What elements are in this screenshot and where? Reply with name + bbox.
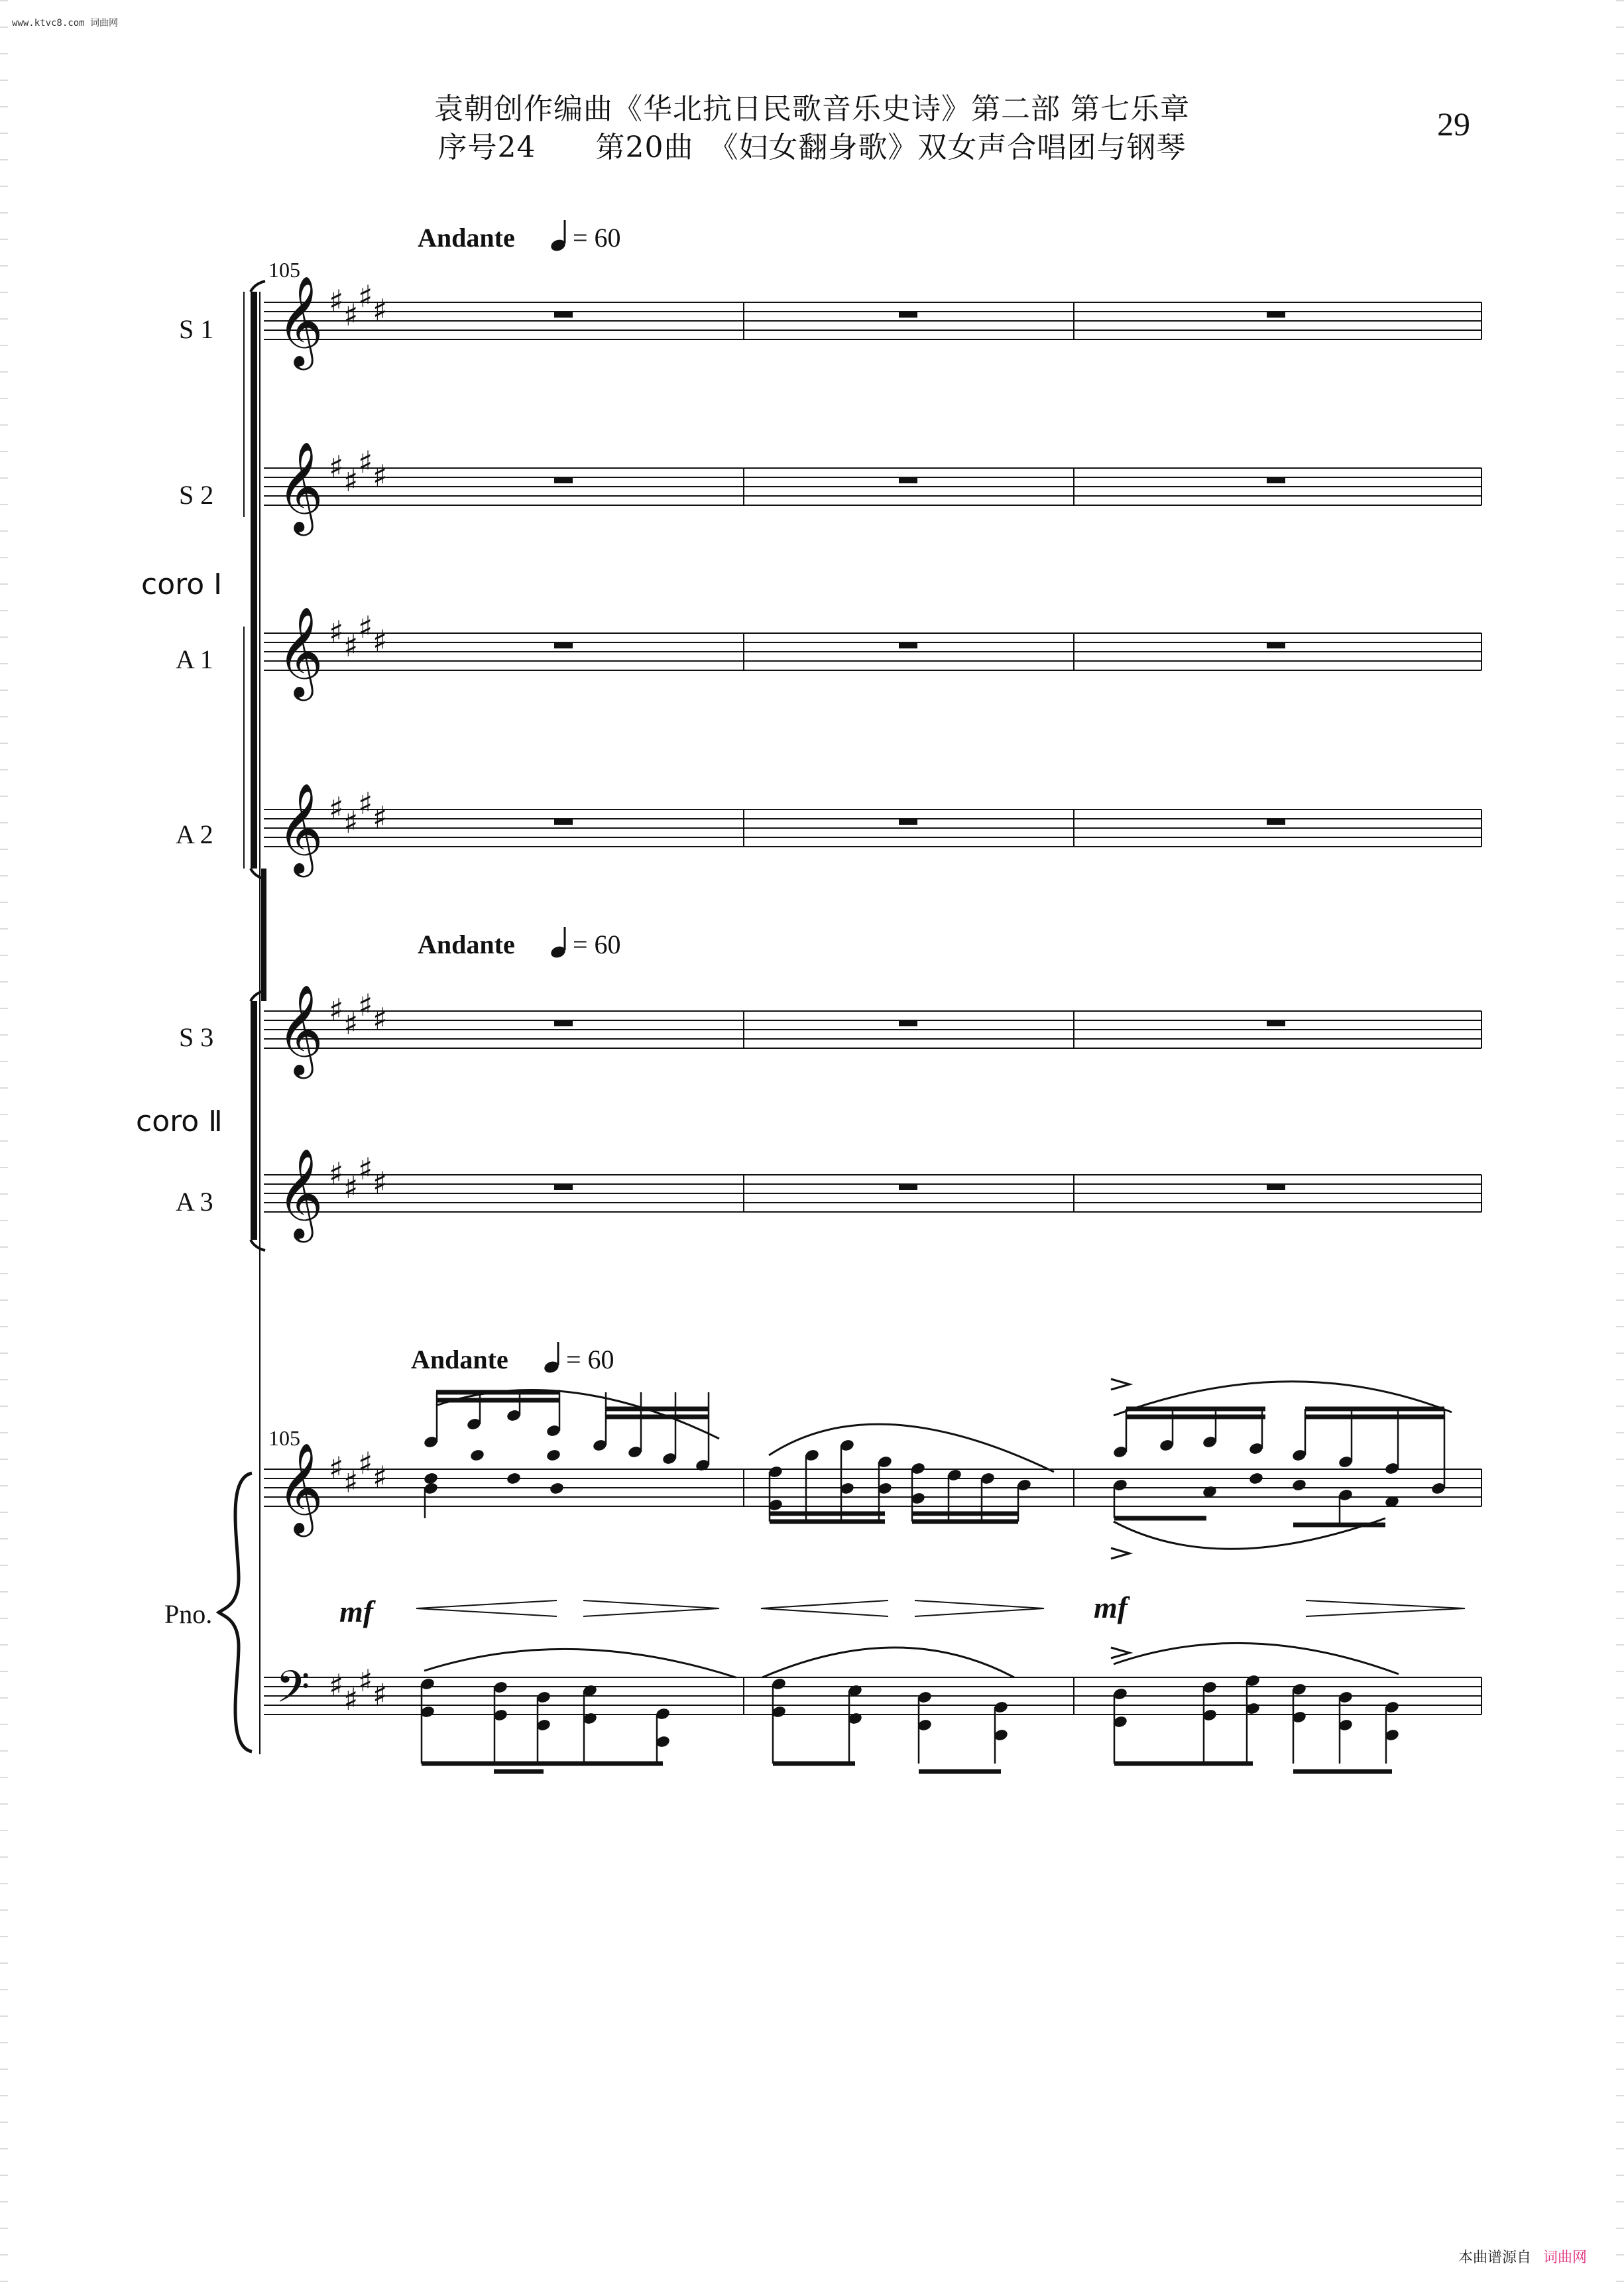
sharp-icon: ♯ bbox=[373, 1001, 388, 1037]
choir-group-label-1: coro Ⅰ bbox=[141, 568, 223, 601]
footer-text: 本曲谱源自 bbox=[1458, 2250, 1532, 2266]
sharp-icon: ♯ bbox=[358, 786, 373, 821]
sharp-icon: ♯ bbox=[358, 1445, 373, 1481]
source-tag: www.ktvc8.com 词曲网 bbox=[12, 18, 119, 29]
treble-clef-icon: 𝄞 bbox=[277, 1147, 323, 1238]
left-hand-notes bbox=[420, 1674, 1400, 1772]
sharp-icon: ♯ bbox=[373, 1459, 388, 1495]
sharp-icon: ♯ bbox=[343, 1464, 359, 1500]
score-subtitle: 序号24 第20曲 《妇女翻身歌》双女声合唱团与钢琴 bbox=[437, 131, 1187, 164]
staff-label-s1: S 1 bbox=[179, 314, 214, 344]
staff bbox=[264, 983, 1481, 1079]
tempo-bpm: = 60 bbox=[566, 1345, 614, 1374]
sharp-icon: ♯ bbox=[358, 1151, 373, 1187]
staff-label-s3: S 3 bbox=[179, 1022, 214, 1052]
sharp-icon: ♯ bbox=[343, 1681, 359, 1717]
quarter-note-icon bbox=[550, 220, 567, 253]
sharp-icon: ♯ bbox=[358, 987, 373, 1023]
slur bbox=[424, 1649, 736, 1677]
sharp-icon: ♯ bbox=[373, 623, 388, 659]
bass-clef-icon: 𝄢 bbox=[276, 1661, 310, 1723]
crescendo-hairpin bbox=[416, 1600, 557, 1616]
sharp-icon: ♯ bbox=[343, 1006, 359, 1042]
staff-label-a2: A 2 bbox=[176, 819, 213, 849]
whole-rest-icon bbox=[554, 642, 573, 648]
sharp-icon: ♯ bbox=[329, 790, 344, 826]
whole-rest-icon bbox=[1267, 642, 1285, 648]
sharp-icon: ♯ bbox=[329, 1450, 344, 1486]
right-hand-notes bbox=[423, 1392, 1446, 1525]
choir-bracket-1 bbox=[244, 281, 265, 879]
sharp-icon: ♯ bbox=[329, 283, 344, 319]
staff-layer bbox=[264, 274, 1481, 1723]
note-head bbox=[546, 1449, 561, 1463]
decrescendo-hairpin bbox=[1306, 1600, 1465, 1616]
staff bbox=[264, 605, 1481, 701]
note-head bbox=[1248, 1472, 1264, 1486]
sharp-icon: ♯ bbox=[373, 458, 388, 494]
tempo-bpm: = 60 bbox=[573, 930, 621, 959]
quarter-note-icon bbox=[550, 927, 567, 959]
whole-rest-icon bbox=[554, 819, 573, 825]
sharp-icon: ♯ bbox=[329, 992, 344, 1028]
whole-rest-icon bbox=[899, 819, 917, 825]
sharp-icon: ♯ bbox=[373, 1165, 388, 1201]
whole-rest-icon bbox=[1267, 819, 1285, 825]
sharp-icon: ♯ bbox=[343, 628, 359, 664]
sharp-icon: ♯ bbox=[329, 1156, 344, 1191]
whole-rest-icon bbox=[554, 312, 573, 318]
notes-layer bbox=[420, 1379, 1446, 1772]
sharp-icon: ♯ bbox=[343, 463, 359, 499]
sharp-icon: ♯ bbox=[358, 609, 373, 645]
sharp-icon: ♯ bbox=[358, 1663, 373, 1699]
note-head bbox=[549, 1482, 565, 1496]
tempo-marking-coro2 bbox=[418, 927, 621, 959]
sharp-icon: ♯ bbox=[329, 1667, 344, 1703]
whole-rest-icon bbox=[1267, 1020, 1285, 1026]
slur bbox=[769, 1424, 1054, 1472]
whole-rest-icon bbox=[899, 1020, 917, 1026]
note-head bbox=[469, 1449, 485, 1463]
choir-group-label-2: coro Ⅱ bbox=[136, 1105, 223, 1138]
staff-label-s2: S 2 bbox=[179, 480, 214, 510]
piano-brace bbox=[219, 1473, 252, 1752]
sharp-icon: ♯ bbox=[373, 800, 388, 835]
sharp-icon: ♯ bbox=[343, 297, 359, 333]
whole-rest-icon bbox=[1267, 477, 1285, 483]
treble-clef-icon: 𝄞 bbox=[277, 440, 323, 532]
quarter-note-icon bbox=[543, 1342, 560, 1374]
accent-icon bbox=[1111, 1548, 1130, 1559]
sharp-icon: ♯ bbox=[329, 449, 344, 485]
staff bbox=[264, 782, 1481, 877]
tempo-marking-piano bbox=[411, 1342, 614, 1374]
whole-rest-icon bbox=[899, 477, 917, 483]
treble-clef-icon: 𝄞 bbox=[277, 605, 323, 697]
sharp-icon: ♯ bbox=[373, 292, 388, 328]
whole-rest-icon bbox=[1267, 1184, 1285, 1190]
staff bbox=[264, 1147, 1481, 1242]
staff-label-piano: Pno. bbox=[164, 1599, 213, 1629]
page-number: 29 bbox=[1437, 105, 1470, 143]
treble-clef-icon: 𝄞 bbox=[277, 782, 323, 873]
tempo-text: Andante bbox=[411, 1345, 508, 1374]
whole-rest-icon bbox=[899, 312, 917, 318]
whole-rest-icon bbox=[899, 642, 917, 648]
sharp-icon: ♯ bbox=[358, 444, 373, 480]
sharp-icon: ♯ bbox=[358, 278, 373, 314]
sharp-icon: ♯ bbox=[343, 804, 359, 840]
tempo-text: Andante bbox=[418, 930, 515, 959]
staff bbox=[264, 440, 1481, 536]
accent-icon bbox=[1111, 1379, 1130, 1390]
accent-icon bbox=[1111, 1648, 1130, 1658]
decrescendo-hairpin bbox=[583, 1600, 719, 1616]
slur bbox=[762, 1648, 1014, 1677]
note-head bbox=[1291, 1478, 1307, 1492]
sharp-icon: ♯ bbox=[373, 1677, 388, 1713]
note-head bbox=[506, 1472, 522, 1486]
tempo-marking-coro1 bbox=[418, 220, 621, 253]
measure-number-piano: 105 bbox=[268, 1426, 300, 1450]
treble-clef-icon: 𝄞 bbox=[277, 274, 323, 366]
dynamic-mf: mf bbox=[1094, 1591, 1128, 1624]
measure-number: 105 bbox=[268, 258, 300, 282]
treble-clef-icon: 𝄞 bbox=[277, 1441, 323, 1533]
staff-label-a1: A 1 bbox=[176, 644, 213, 674]
sharp-icon: ♯ bbox=[343, 1170, 359, 1205]
whole-rest-icon bbox=[899, 1184, 917, 1190]
slurs bbox=[424, 1382, 1452, 1677]
whole-rest-icon bbox=[554, 477, 573, 483]
whole-rest-icon bbox=[554, 1184, 573, 1190]
sharp-icon: ♯ bbox=[329, 614, 344, 650]
choir-bracket-2 bbox=[251, 991, 265, 1250]
tempo-bpm: = 60 bbox=[573, 223, 621, 253]
staff bbox=[264, 274, 1481, 370]
dynamic-mf: mf bbox=[339, 1594, 374, 1628]
hairpins bbox=[416, 1600, 1465, 1616]
slur bbox=[436, 1390, 719, 1439]
crescendo-hairpin bbox=[761, 1600, 888, 1616]
footer-brand: 词曲网 bbox=[1543, 2250, 1588, 2266]
tempo-text: Andante bbox=[418, 223, 515, 253]
score-title: 袁朝创作编曲《华北抗日民歌音乐史诗》第二部 第七乐章 bbox=[434, 92, 1190, 126]
decrescendo-hairpin bbox=[915, 1600, 1044, 1616]
whole-rest-icon bbox=[1267, 312, 1285, 318]
footer bbox=[1458, 2246, 1587, 2267]
staff-label-a3: A 3 bbox=[176, 1187, 213, 1217]
whole-rest-icon bbox=[554, 1020, 573, 1026]
treble-clef-icon: 𝄞 bbox=[277, 983, 323, 1075]
slur bbox=[1114, 1643, 1399, 1674]
